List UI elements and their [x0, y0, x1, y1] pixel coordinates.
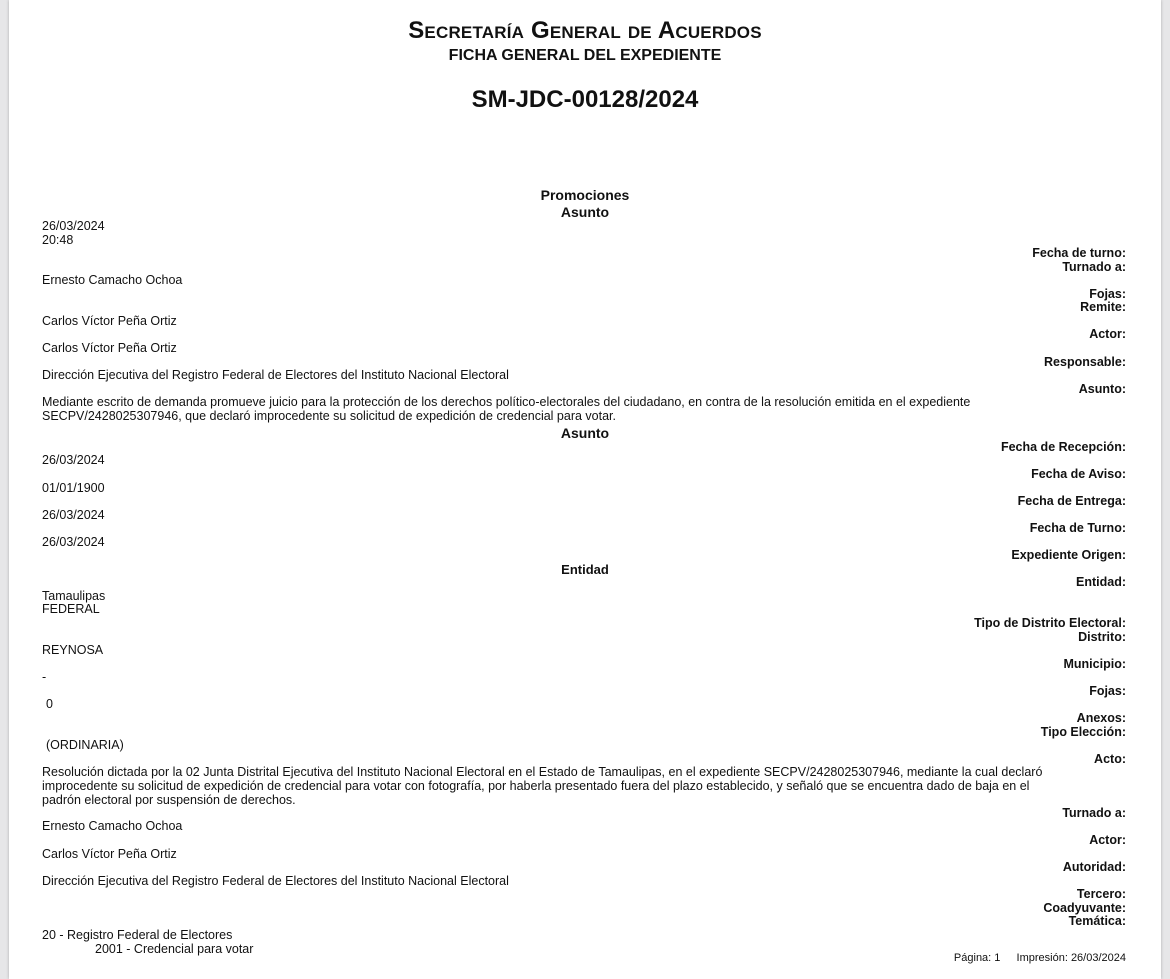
- label-responsable: Responsable:: [1044, 355, 1126, 369]
- footer-pagina: Página: 1: [953, 952, 1001, 964]
- section-promociones: Promociones: [540, 187, 630, 203]
- section-entidad: Entidad: [561, 562, 609, 577]
- value-fecha-recepcion: 26/03/2024: [42, 453, 105, 467]
- label-turnado-a: Turnado a:: [1062, 260, 1126, 274]
- label-fecha-recepcion: Fecha de Recepción:: [1000, 440, 1126, 454]
- value-tematica-1: 20 - Registro Federal de Electores: [42, 928, 233, 942]
- case-number: SM-JDC-00128/2024: [471, 86, 699, 113]
- label-municipio: Municipio:: [1063, 657, 1126, 671]
- document-subtitle: FICHA GENERAL DEL EXPEDIENTE: [448, 47, 722, 64]
- value-acto: Resolución dictada por la 02 Junta Distrital Ejecutiva del Instituto Nacional Electoral en el Estado de Tamaulipas, en el expediente SECPV/2428025307946, mediante la cual declaró improcedente su solicitud de expedición de credencial para votar con fotografía, por haberla presentado fuera del plazo establecido, y señaló que se encuentra dado de baja en el padrón electoral por suspensión de derechos.: [42, 765, 1043, 807]
- label-acto: Acto:: [1094, 752, 1126, 766]
- label-fecha-turno: Fecha de turno:: [1032, 246, 1126, 260]
- label-fojas-2: Fojas:: [1089, 684, 1126, 698]
- value-tipo-eleccion: (ORDINARIA): [46, 738, 124, 752]
- label-fecha-aviso: Fecha de Aviso:: [1031, 467, 1126, 481]
- label-fecha-entrega: Fecha de Entrega:: [1017, 494, 1126, 508]
- value-anexos: 0: [46, 697, 53, 711]
- org-title: Secretaría General de Acuerdos: [408, 17, 762, 44]
- footer-impresion: Impresión: 26/03/2024: [1016, 952, 1126, 964]
- section-asunto: Asunto: [560, 204, 610, 220]
- value-fecha-turno: 26/03/2024: [42, 535, 105, 549]
- document-page: [9, 0, 1161, 979]
- label-tercero: Tercero:: [1076, 887, 1126, 901]
- label-fojas: Fojas:: [1089, 287, 1126, 301]
- value-fojas: -: [42, 670, 47, 684]
- value-fecha-entrega: 26/03/2024: [42, 508, 105, 522]
- label-fecha-turno-2: Fecha de Turno:: [1029, 521, 1126, 535]
- value-turnado-a: Ernesto Camacho Ochoa: [42, 273, 183, 287]
- label-actor: Actor:: [1089, 327, 1126, 341]
- label-tipo-eleccion: Tipo Elección:: [1040, 725, 1126, 739]
- page-footer: [954, 952, 1126, 964]
- label-distrito: Distrito:: [1078, 630, 1126, 644]
- label-expediente-origen: Expediente Origen:: [1011, 548, 1126, 562]
- value-tematica-2: 2001 - Credencial para votar: [95, 942, 254, 956]
- value-asunto: Mediante escrito de demanda promueve juicio para la protección de los derechos político-electorales del ciudadano, en contra de la resolución emitida en el expediente SECPV/2428025307946, que declaró improcedente su solicitud de expedición de credencial para votar.: [42, 395, 971, 423]
- label-actor-2: Actor:: [1089, 833, 1126, 847]
- label-entidad: Entidad:: [1076, 575, 1126, 589]
- label-tipo-distrito: Tipo de Distrito Electoral:: [974, 616, 1126, 630]
- section-asunto-2: Asunto: [560, 425, 610, 441]
- value-fecha-aviso: 01/01/1900: [42, 481, 105, 495]
- label-anexos: Anexos:: [1076, 711, 1126, 725]
- value-hora: 20:48: [42, 233, 74, 247]
- label-remite: Remite:: [1080, 300, 1126, 314]
- label-coadyuvante: Coadyuvante:: [1043, 901, 1126, 915]
- label-turnado-a-2: Turnado a:: [1062, 806, 1126, 820]
- label-asunto: Asunto:: [1078, 382, 1126, 396]
- value-actor-2: Carlos Víctor Peña Ortiz: [42, 847, 177, 861]
- value-municipio: REYNOSA: [42, 643, 104, 657]
- value-responsable: Dirección Ejecutiva del Registro Federal de Electores del Instituto Nacional Electoral: [42, 368, 509, 382]
- value-actor: Carlos Víctor Peña Ortiz: [42, 341, 177, 355]
- value-autoridad: Dirección Ejecutiva del Registro Federal de Electores del Instituto Nacional Electoral: [42, 874, 509, 888]
- value-turnado-a-2: Ernesto Camacho Ochoa: [42, 819, 183, 833]
- value-fecha: 26/03/2024: [42, 219, 105, 233]
- value-remite: Carlos Víctor Peña Ortiz: [42, 314, 177, 328]
- label-tematica: Temática:: [1068, 914, 1126, 928]
- value-tipo-distrito: FEDERAL: [42, 602, 100, 616]
- value-entidad: Tamaulipas: [42, 589, 106, 603]
- label-autoridad: Autoridad:: [1062, 860, 1126, 874]
